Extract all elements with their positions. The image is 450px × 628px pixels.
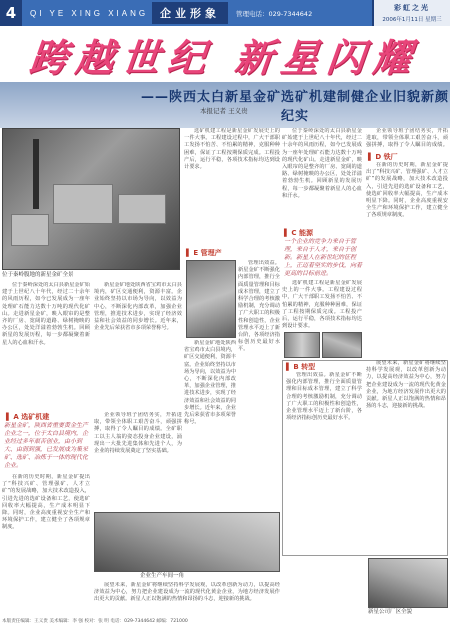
section-heading-b: ▌ B 转型 (286, 363, 316, 371)
masthead-bar (0, 0, 450, 26)
article-column-6 (184, 128, 280, 246)
article-column-9 (282, 128, 362, 226)
column-text: 在新的历史时期，新星金矿提出了“科技兴矿、管理强矿、人才立矿”的发展战略，加大技术改造投入，引进先进的选矿设备和工艺，使选矿回收率大幅提高，生产成本明显下降。同时，企业高度重视安全生产和环境保护工作，建立健全了各项规章制度。 (366, 162, 448, 219)
column-text: 位于秦岭深处的太白县新星金矿始建于上世纪八十年代，经过二十余年的风雨历程，如今已发展成为一座年处理矿石能力达数十万吨的现代化矿山。走进新星金矿，映入眼帘的是整齐的厂房、宽阔的道路、绿树掩映的办公区，处处洋溢着勃勃生机。回顾新星的发展历程，每一步都凝聚着新星人的心血和汗水。 (282, 128, 362, 199)
masthead-band (22, 0, 372, 26)
column-text: 选矿机建工程是新星金矿发展史上的一件大事。工程建设过程中，广大干部职工发扬不怕苦、不怕累的精神，克服种种困难，保证了工程按期保质完成。工程投产后，运行平稳，各项技术指标均达到设计要求。 (282, 280, 362, 330)
section-marker-icon: ▌ (6, 413, 12, 421)
pull-quote-b: 一个企业的竞争力来自于管理，来自于人才，来自于创新。新星人在新世纪的征程上，正迈着坚实的步伐，向着更高的目标前进。 (284, 238, 363, 277)
factory-photo-caption: 企业生产车间一角 (140, 573, 185, 579)
main-photo (2, 128, 180, 270)
section-heading-e: ▌ E 管理产 (186, 249, 222, 257)
page-number: 4 (0, 0, 22, 26)
plant-overview-photo (368, 558, 448, 608)
subtitle: ——陕西太白新星金矿选矿机建制健企业旧貌新颜纪实 (140, 90, 449, 124)
headline-banner (0, 28, 450, 80)
article-column-5 (94, 582, 280, 616)
column-text: 管理出效益。新星金矿不断强化内部管理，推行全面质量管理和目标成本管理，建立了科学合理的考核激励机制，充分调动了广大职工的积极性和创造性，企业管理水平迈上了新台阶，各项经济指标创历史最好水平。 (238, 260, 280, 353)
newspaper-brand (372, 0, 450, 26)
section-marker-icon: ▌ (286, 363, 292, 371)
section-heading-a: ▌ A 选矿机建 (6, 413, 50, 421)
column-text: 管理出效益。新星金矿不断强化内部管理，推行全面质量管理和目标成本管理，建立了科学合理的考核激励机制，充分调动了广大职工的积极性和创造性，企业管理水平迈上了新台阶，各项经济指标创历史最好水平。 (286, 372, 362, 422)
section-pinyin: QI YE XING XIANG (30, 8, 149, 18)
chimney-shape (33, 139, 39, 209)
worker-photo (186, 260, 236, 338)
section-heading-d: ▌ D 铁厂 (368, 153, 398, 161)
byline: 本报记者 王义贵 (200, 107, 248, 115)
article-column-14 (366, 360, 446, 552)
section-marker-icon: ▌ (186, 249, 192, 257)
building-shape (11, 214, 49, 246)
factory-photo (94, 512, 280, 572)
main-photo-caption: 位于秦岭腹地的新星金矿全景 (2, 272, 74, 278)
article-column-4 (94, 412, 182, 508)
section-marker-icon: ▌ (284, 229, 290, 237)
article-column-11 (366, 162, 448, 354)
column-text: 展望未来，新星金矿将继续坚持科学发展观，以改革创新为动力，以提高经济效益为中心，努力把企业建设成为一流的现代化黄金企业，为地方经济发展作出更大的贡献。新星人正以饱满的热情和昂扬的斗志，迎接新的挑战。 (94, 582, 280, 603)
article-column-13 (286, 372, 362, 552)
section-marker-icon: ▌ (368, 153, 374, 161)
section-heading-c: ▌ C 能源 (284, 229, 313, 237)
building-shape (53, 184, 113, 224)
section-title: 企业形象 (152, 2, 228, 24)
column-text: 展望未来，新星金矿将继续坚持科学发展观，以改革创新为动力，以提高经济效益为中心，努力把企业建设成为一流的现代化黄金企业，为地方经济发展作出更大的贡献。新星人正以饱满的热情和昂扬的斗志，迎接新的挑战。 (366, 360, 446, 410)
column-text: 选矿机建工程是新星金矿发展史上的一件大事。工程建设过程中，广大干部职工发扬不怕苦、不怕累的精神，克服种种困难，保证了工程按期保质完成。工程投产后，运行平稳，各项技术指标均达到设计要求。 (184, 128, 280, 171)
building-shape (118, 194, 166, 224)
plant-photo-caption: 新星公司厂区全貌 (368, 609, 413, 615)
meeting-photo-1 (284, 332, 320, 358)
column-text: 企业领导班子团结务实，开拓进取，带领全体职工艰苦奋斗，顽强拼搏，取得了令人瞩目的成绩。全矿职工以主人翁的姿态投身企业建设，涌现出一大批先进集体和先进个人，为企业的持续发展奠定了坚实基础。 (94, 412, 182, 455)
pull-quote-a: 新星金矿，陕西省重要黄金生产企业之一，位于太白县境内，企业经过多年艰苦创业，由小到大、由弱到强，已发展成为集采矿、选矿、冶炼于一体的现代化企业。 (4, 422, 89, 469)
article-column-12 (282, 280, 362, 330)
page-footer: 本版责任编辑：王义贵 美术编辑：李 强 校对：张 明 电话：029-7344642 邮编：721000 (2, 619, 188, 624)
column-text: 企业领导班子团结务实，开拓进取，带领全体职工艰苦奋斗，顽强拼搏，取得了令人瞩目的成绩。 (366, 128, 448, 148)
article-column-8 (184, 340, 236, 510)
issue-date: 2006年1月11日 星期三 (382, 17, 442, 23)
editorial-phone: 管理电话：029-7344642 (236, 9, 313, 18)
article-column-3 (2, 474, 90, 614)
article-column-2 (94, 282, 182, 410)
column-text: 位于秦岭深处的太白县新星金矿始建于上世纪八十年代，经过二十余年的风雨历程，如今已发展成为一座年处理矿石能力达数十万吨的现代化矿山。走进新星金矿，映入眼帘的是整齐的厂房、宽阔的道路、绿树掩映的办公区，处处洋溢着勃勃生机。回顾新星的发展历程，每一步都凝聚着新星人的心血和汗水。 (2, 282, 90, 346)
article-column-1 (2, 282, 90, 410)
headline: 跨越世纪 新星闪耀 (27, 34, 422, 80)
article-column-7 (238, 260, 280, 510)
column-text: 在新的历史时期，新星金矿提出了“科技兴矿、管理强矿、人才立矿”的发展战略，加大技术改造投入，引进先进的选矿设备和工艺，使选矿回收率大幅提高，生产成本明显下降。同时，企业高度重视安全生产和环境保护工作，建立健全了各项规章制度。 (2, 474, 90, 531)
column-text: 新星金矿地处陕西省宝鸡市太白县境内，矿区交通便利，资源丰富。企业始终坚持以市场为导向，以效益为中心，不断深化内部改革，加强企业管理，推进技术进步，实现了经济效益和社会效益的同步增长。近年来，企业先后荣获省市多项荣誉称号。 (94, 282, 182, 332)
column-text: 新星金矿地处陕西省宝鸡市太白县境内，矿区交通便利，资源丰富。企业始终坚持以市场为导向，以效益为中心，不断深化内部改革，加强企业管理，推进技术进步，实现了经济效益和社会效益的同步增长。近年来，企业先后荣获省市多项荣誉称号。 (184, 340, 236, 426)
article-column-10 (366, 128, 448, 148)
meeting-photo-2 (322, 332, 362, 358)
newspaper-name: 彩虹之光 (394, 4, 430, 12)
